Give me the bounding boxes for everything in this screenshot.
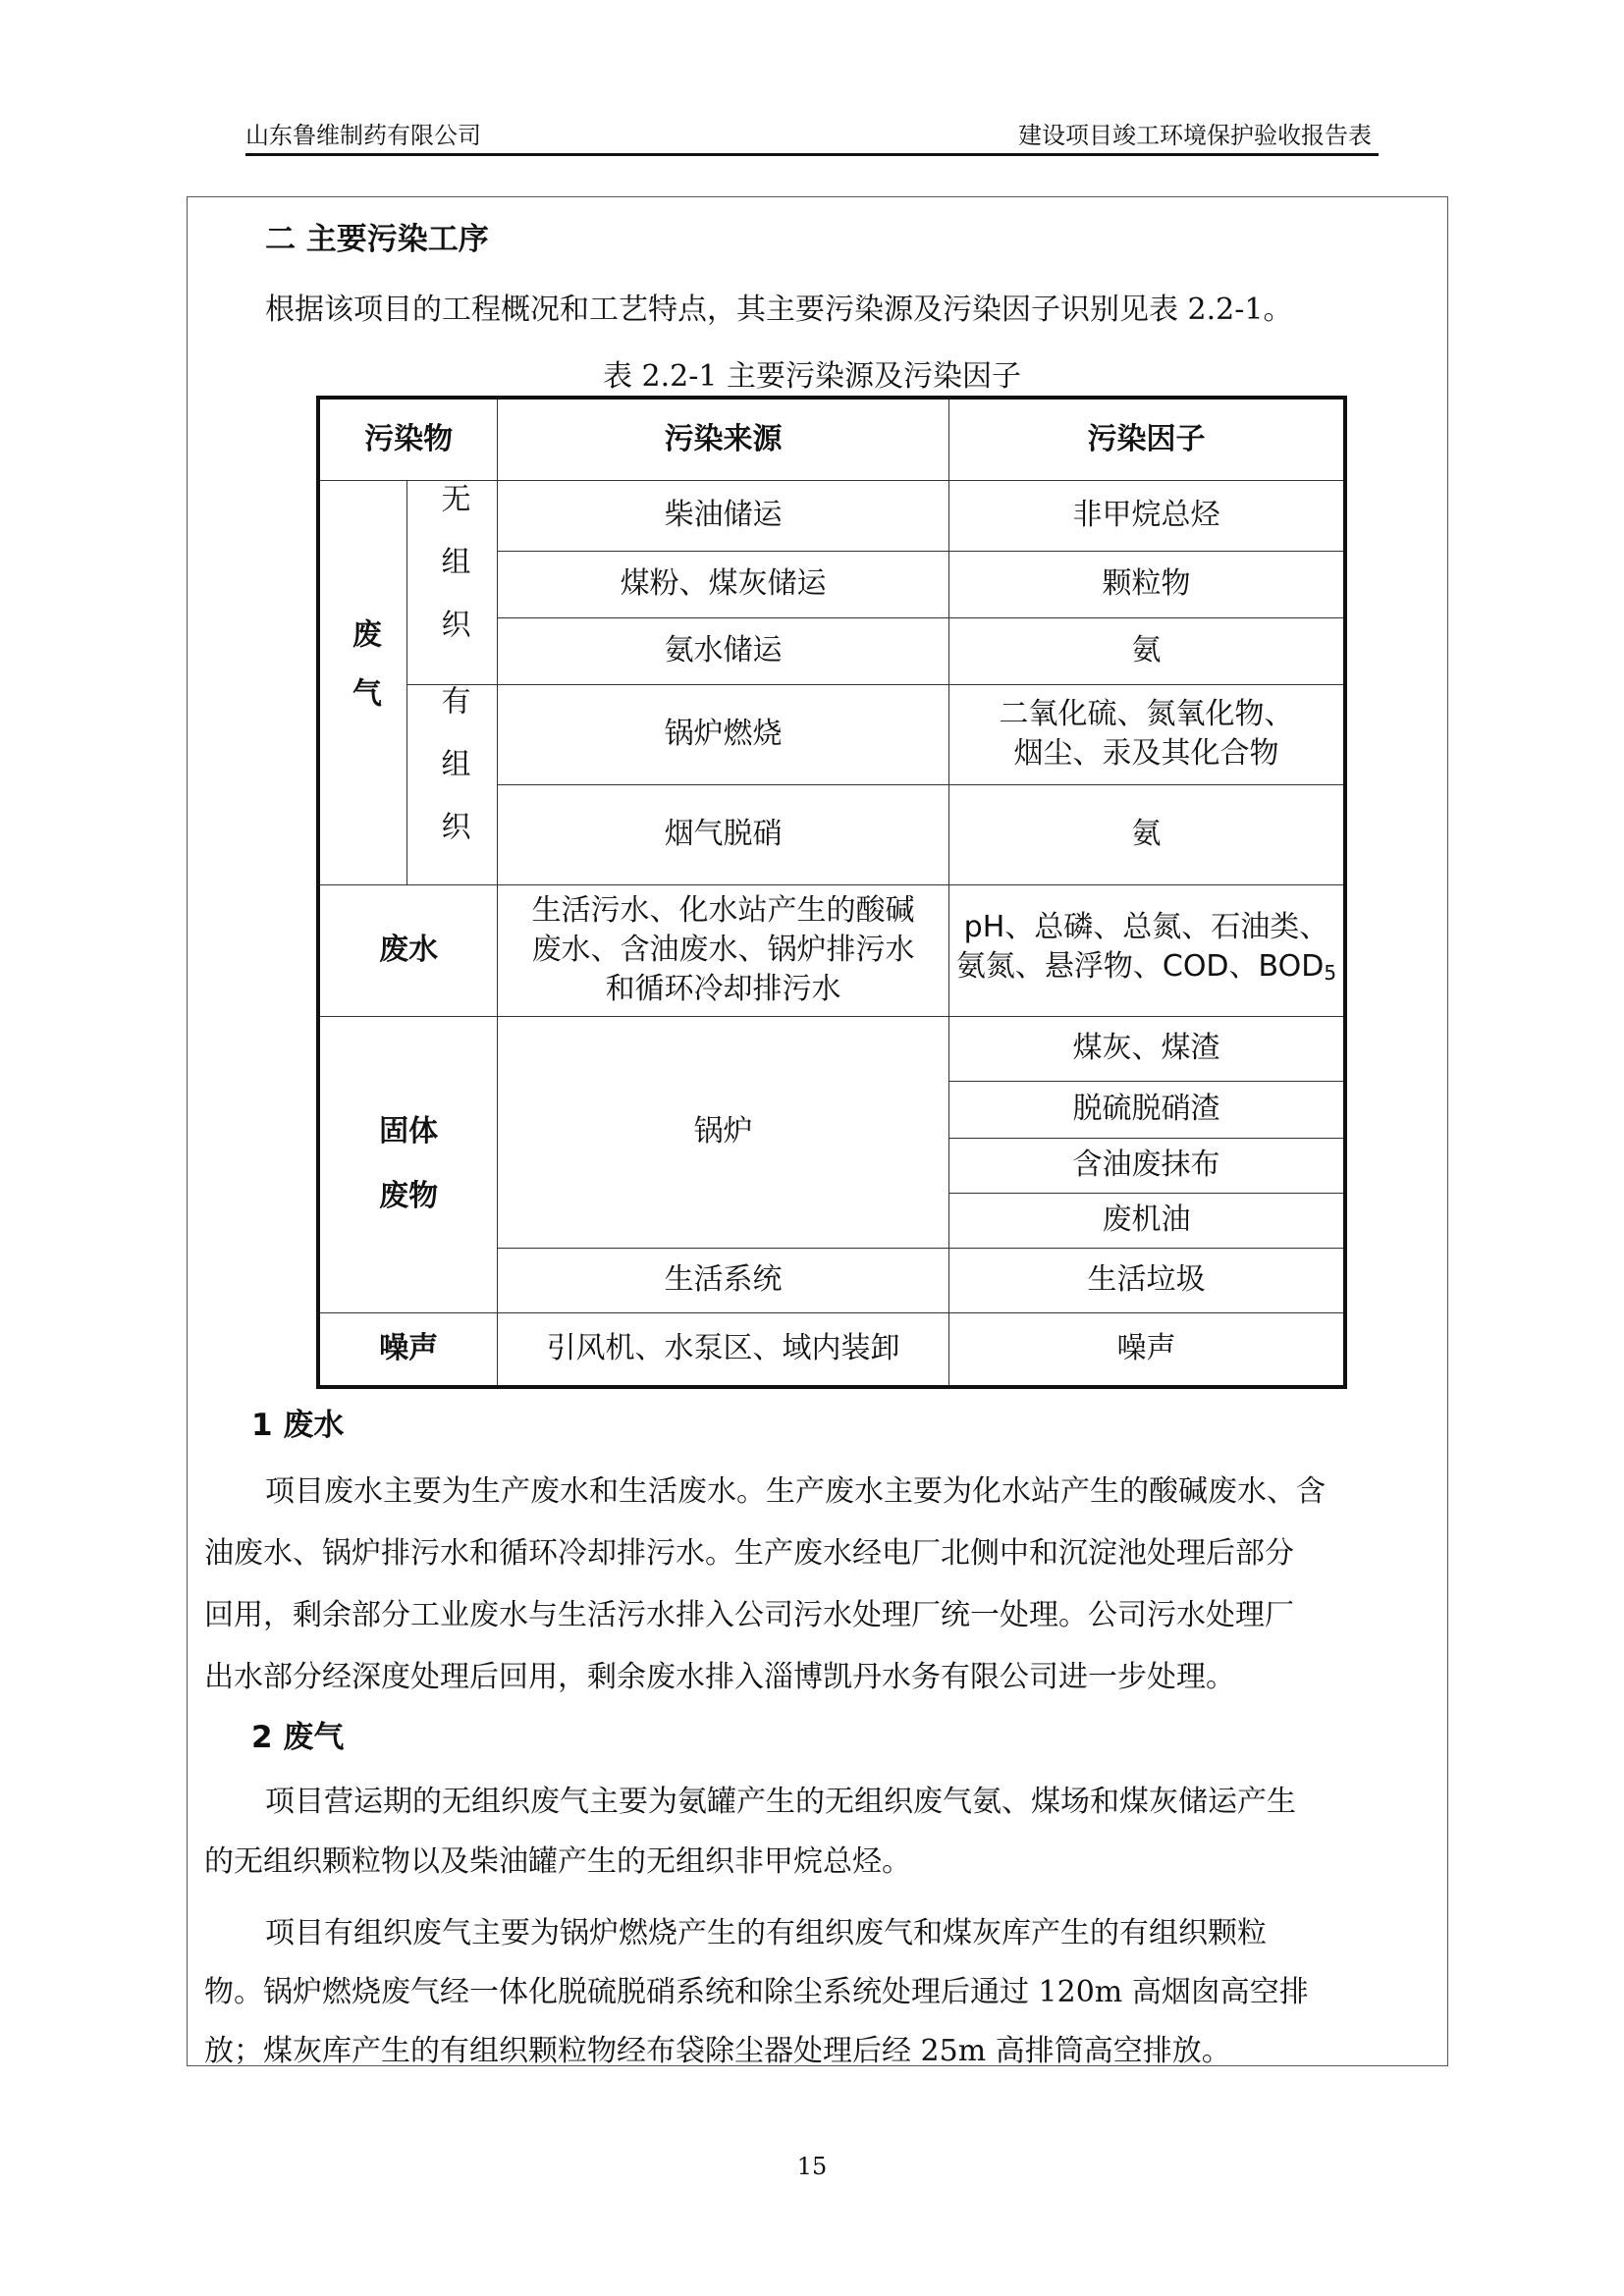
cell-source: 锅炉 [498, 1016, 949, 1248]
header-rule [245, 153, 1379, 156]
gas-paragraph-line: 项目营运期的无组织废气主要为氨罐产生的无组织废气氨、煤场和煤灰储运产生 [265, 1785, 1296, 1819]
section-title: 二 主要污染工序 [265, 222, 489, 257]
table-row [318, 684, 1345, 784]
cell-source-line: 和循环冷却排污水 [605, 972, 841, 1006]
table-header-row [318, 398, 1345, 480]
wastewater-heading: 1 废水 [251, 1408, 345, 1443]
cell-factor: 生活垃圾 [948, 1248, 1345, 1312]
cell-factor: 脱硫脱硝渣 [948, 1081, 1345, 1138]
cell-factor-subscript: 5 [1324, 961, 1337, 985]
cell-factor: 含油废抹布 [948, 1138, 1345, 1193]
category-fugitive-label: 无组织 [435, 482, 470, 671]
cell-factor: 氨 [948, 784, 1345, 884]
cell-source: 引风机、水泵区、域内装卸 [498, 1312, 949, 1387]
header-company: 山东鲁维制药有限公司 [245, 122, 481, 149]
wastewater-paragraph-line: 油废水、锅炉排污水和循环冷却排污水。生产废水经电厂北侧中和沉淀池处理后部分 [204, 1536, 1294, 1571]
cell-factor: 氨 [948, 617, 1345, 684]
table-caption: 表 2.2-1 主要污染源及污染因子 [602, 359, 1021, 394]
section-intro: 根据该项目的工程概况和工艺特点，其主要污染源及污染因子识别见表 2.2-1。 [265, 293, 1293, 327]
cell-factor: 煤灰、煤渣 [948, 1016, 1345, 1081]
cell-source: 生活系统 [498, 1248, 949, 1312]
cell-source-line: 废水、含油废水、锅炉排污水 [531, 933, 915, 967]
category-solid [318, 1016, 498, 1312]
cell-source: 氨水储运 [498, 617, 949, 684]
cell-factor: 噪声 [948, 1312, 1345, 1387]
cell-factor-line [955, 947, 1337, 992]
cell-source: 柴油储运 [498, 480, 949, 551]
table-row [318, 884, 1345, 1016]
cell-factor: 非甲烷总烃 [948, 480, 1345, 551]
gas-heading: 2 废气 [251, 1720, 345, 1755]
page-number: 15 [796, 2153, 828, 2180]
header-doc-title: 建设项目竣工环境保护验收报告表 [1018, 122, 1372, 149]
cell-factor-line: pH、总磷、总氮、石油类、 [963, 910, 1329, 944]
cell-source: 锅炉燃烧 [498, 684, 949, 784]
category-exhaust [318, 480, 406, 884]
cell-source: 煤粉、煤灰储运 [498, 551, 949, 617]
wastewater-paragraph-line: 项目废水主要为生产废水和生活废水。生产废水主要为化水站产生的酸碱废水、含 [265, 1474, 1326, 1509]
header-pollutant: 污染物 [318, 398, 498, 480]
cell-factor: 颗粒物 [948, 551, 1345, 617]
cell-factor: 废机油 [948, 1193, 1345, 1248]
header-source: 污染来源 [498, 398, 949, 480]
category-solid-line: 废物 [379, 1179, 439, 1213]
table-row [318, 1016, 1345, 1081]
table-row [318, 1312, 1345, 1387]
cell-source [498, 884, 949, 1016]
pollution-table [316, 396, 1347, 1389]
category-noise: 噪声 [318, 1312, 498, 1387]
cell-factor-line: 二氧化硫、氮氧化物、 [999, 697, 1294, 731]
cell-source-line: 生活污水、化水站产生的酸碱 [531, 893, 915, 928]
category-exhaust-label: 废气 [346, 617, 381, 736]
category-solid-line: 固体 [379, 1114, 439, 1148]
gas-paragraph-line: 放；煤灰库产生的有组织颗粒物经布袋除尘器处理后经 25m 高排筒高空排放。 [204, 2034, 1231, 2068]
cell-factor [948, 684, 1345, 784]
cell-factor-text: 氨氮、悬浮物、COD、BOD [955, 949, 1325, 984]
wastewater-paragraph-line: 出水部分经深度处理后回用，剩余废水排入淄博凯丹水务有限公司进一步处理。 [204, 1660, 1235, 1694]
gas-paragraph-line: 的无组织颗粒物以及柴油罐产生的无组织非甲烷总烃。 [204, 1844, 911, 1879]
table-row [318, 480, 1345, 551]
category-organized-label: 有组织 [435, 684, 470, 874]
header-factor: 污染因子 [948, 398, 1345, 480]
cell-factor-line: 烟尘、汞及其化合物 [1013, 736, 1279, 771]
category-wastewater: 废水 [318, 884, 498, 1016]
category-organized [406, 684, 497, 884]
gas-paragraph-line: 项目有组织废气主要为锅炉燃烧产生的有组织废气和煤灰库产生的有组织颗粒 [265, 1916, 1267, 1950]
category-fugitive [406, 480, 497, 684]
gas-paragraph-line: 物。锅炉燃烧废气经一体化脱硫脱硝系统和除尘系统处理后通过 120m 高烟囱高空排 [204, 1975, 1309, 2009]
cell-factor [948, 884, 1345, 1016]
wastewater-paragraph-line: 回用，剩余部分工业废水与生活污水排入公司污水处理厂统一处理。公司污水处理厂 [204, 1598, 1294, 1632]
cell-source: 烟气脱硝 [498, 784, 949, 884]
